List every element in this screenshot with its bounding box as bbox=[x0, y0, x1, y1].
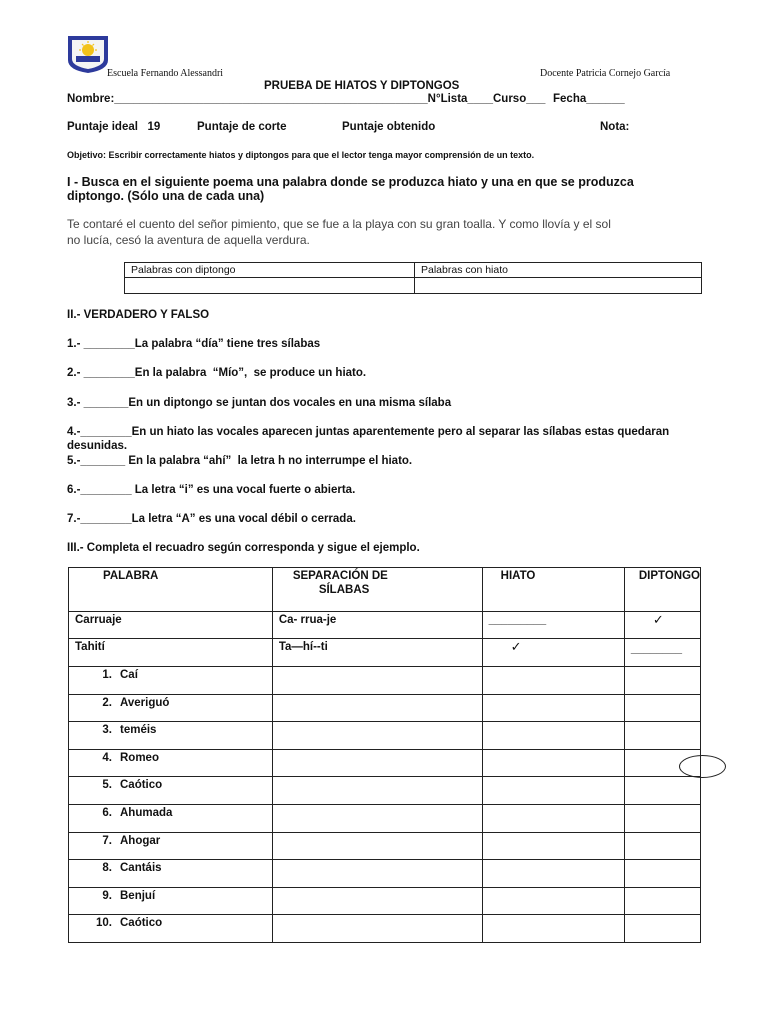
diptongo-cell[interactable] bbox=[624, 804, 700, 832]
diptongo-answer-cell[interactable] bbox=[125, 278, 415, 294]
teacher-name: Docente Patricia Cornejo García bbox=[540, 68, 671, 79]
item-word: Ahogar bbox=[120, 834, 161, 847]
hiato-cell[interactable] bbox=[482, 777, 624, 805]
fecha-line: Fecha______ bbox=[553, 93, 625, 105]
item-word: Romeo bbox=[120, 751, 159, 764]
school-crest-icon bbox=[66, 34, 110, 74]
item-number: 5. bbox=[102, 779, 112, 792]
item-number: 6. bbox=[102, 806, 112, 819]
puntaje-corte: Puntaje de corte bbox=[197, 121, 287, 133]
table-row bbox=[69, 749, 701, 777]
question-7: 7.-________La letra “A” es una vocal débil o cerrada. bbox=[67, 513, 356, 525]
col-hiato-header: Palabras con hiato bbox=[415, 263, 702, 278]
table-row bbox=[69, 887, 701, 915]
question-1: 1.- ________La palabra “día” tiene tres sílabas bbox=[67, 338, 321, 350]
separation-cell[interactable] bbox=[272, 832, 482, 860]
separation-cell[interactable] bbox=[272, 694, 482, 722]
words-table bbox=[124, 262, 702, 294]
example-separation: Ca- rrua-je bbox=[278, 614, 337, 626]
table-row bbox=[69, 860, 701, 888]
item-number: 4. bbox=[102, 751, 112, 764]
example-diptongo-blank: ________ bbox=[630, 643, 683, 655]
diptongo-cell[interactable] bbox=[624, 860, 700, 888]
table-row bbox=[69, 694, 701, 722]
diptongo-cell[interactable] bbox=[624, 694, 700, 722]
header-palabra: PALABRA bbox=[103, 570, 159, 582]
separation-cell[interactable] bbox=[272, 915, 482, 943]
hiato-cell[interactable] bbox=[482, 860, 624, 888]
poem-line1: Te contaré el cuento del señor pimiento, que se fue a la playa con su gran toalla. Y como llovía y el sol bbox=[67, 217, 611, 231]
separation-cell[interactable] bbox=[272, 722, 482, 750]
hiato-cell[interactable] bbox=[482, 915, 624, 943]
table-header-row bbox=[69, 568, 701, 612]
syllable-table bbox=[68, 567, 701, 943]
hiato-cell[interactable] bbox=[482, 749, 624, 777]
table-row bbox=[69, 832, 701, 860]
school-logo bbox=[66, 34, 110, 74]
example-hiato-blank: _________ bbox=[488, 614, 547, 626]
table-row bbox=[69, 612, 701, 639]
poem-line2: no lucía, cesó la aventura de aquella verdura. bbox=[67, 233, 310, 247]
separation-cell[interactable] bbox=[272, 860, 482, 888]
diptongo-cell[interactable] bbox=[624, 832, 700, 860]
section1-instruction-line2: diptongo. (Sólo una de cada una) bbox=[67, 189, 265, 203]
item-word: Averiguó bbox=[120, 696, 170, 709]
separation-cell[interactable] bbox=[272, 667, 482, 695]
question-2: 2.- ________En la palabra “Mío”, se produce un hiato. bbox=[67, 367, 367, 379]
col-diptongo-header: Palabras con diptongo bbox=[125, 263, 415, 278]
puntaje-obtenido: Puntaje obtenido bbox=[342, 121, 436, 133]
section3-title: III.- Completa el recuadro según corresponda y sigue el ejemplo. bbox=[67, 542, 420, 554]
table-row bbox=[69, 722, 701, 750]
hiato-cell[interactable] bbox=[482, 832, 624, 860]
nota-label: Nota: bbox=[600, 121, 630, 133]
section1-instruction-line1: I - Busca en el siguiente poema una palabra donde se produzca hiato y una en que se produzca bbox=[67, 175, 634, 189]
hiato-cell[interactable] bbox=[482, 667, 624, 695]
table-row bbox=[69, 915, 701, 943]
table-row bbox=[69, 777, 701, 805]
table-row bbox=[69, 804, 701, 832]
objetivo: Objetivo: Escribir correctamente hiatos y diptongos para que el lector tenga mayor comprensión de un texto. bbox=[67, 150, 535, 160]
hiato-cell[interactable] bbox=[482, 804, 624, 832]
item-word: teméis bbox=[120, 724, 157, 737]
item-number: 7. bbox=[102, 834, 112, 847]
header-separacion-line1: SEPARACIÓN DE bbox=[292, 570, 388, 582]
question-4-line1: 4.-________En un hiato las vocales aparecen juntas aparentemente pero al separar las sílabas estas quedaran bbox=[67, 426, 670, 438]
item-word: Caótico bbox=[120, 779, 163, 792]
item-word: Caí bbox=[120, 669, 138, 681]
puntaje-ideal: Puntaje ideal 19 bbox=[67, 121, 161, 133]
diptongo-cell[interactable] bbox=[624, 722, 700, 750]
example-word: Carruaje bbox=[75, 614, 122, 626]
table-row bbox=[69, 639, 701, 667]
item-number: 3. bbox=[102, 724, 112, 737]
question-5: 5.-_______ En la palabra “ahí” la letra h no interrumpe el hiato. bbox=[67, 455, 413, 467]
item-word: Caótico bbox=[120, 917, 163, 930]
header-diptongo: DIPTONGO bbox=[638, 570, 700, 582]
item-word: Benjuí bbox=[120, 889, 156, 902]
separation-cell[interactable] bbox=[272, 777, 482, 805]
hiato-cell[interactable] bbox=[482, 694, 624, 722]
item-number: 9. bbox=[102, 889, 112, 902]
header-hiato: HIATO bbox=[500, 570, 536, 582]
example-word: Tahití bbox=[75, 641, 105, 653]
nombre-line: Nombre:_________________________________________________N°Lista____Curso___ bbox=[67, 93, 546, 105]
item-number: 1. bbox=[102, 669, 112, 681]
item-word: Cantáis bbox=[120, 862, 162, 875]
item-number: 10. bbox=[96, 917, 112, 930]
diptongo-cell[interactable] bbox=[624, 887, 700, 915]
question-4-line2: desunidas. bbox=[67, 440, 128, 452]
checkmark-icon: ✓ bbox=[652, 612, 664, 627]
question-6: 6.-________ La letra “i” es una vocal fuerte o abierta. bbox=[67, 484, 356, 496]
header-separacion-line2: SÍLABAS bbox=[318, 584, 370, 596]
example-separation: Ta—hí--ti bbox=[278, 641, 328, 653]
section2-title: II.- VERDADERO Y FALSO bbox=[67, 309, 210, 321]
hiato-cell[interactable] bbox=[482, 722, 624, 750]
drawn-ellipse bbox=[679, 755, 726, 778]
diptongo-cell[interactable] bbox=[624, 667, 700, 695]
diptongo-cell[interactable] bbox=[624, 915, 700, 943]
diptongo-cell[interactable] bbox=[624, 777, 700, 805]
separation-cell[interactable] bbox=[272, 749, 482, 777]
separation-cell[interactable] bbox=[272, 887, 482, 915]
checkmark-icon: ✓ bbox=[510, 639, 522, 654]
separation-cell[interactable] bbox=[272, 804, 482, 832]
hiato-cell[interactable] bbox=[482, 887, 624, 915]
table-row bbox=[69, 667, 701, 695]
school-name: Escuela Fernando Alessandri bbox=[107, 68, 224, 79]
test-title: PRUEBA DE HIATOS Y DIPTONGOS bbox=[264, 80, 460, 92]
item-word: Ahumada bbox=[120, 806, 173, 819]
item-number: 8. bbox=[102, 862, 112, 875]
question-3: 3.- _______En un diptongo se juntan dos vocales en una misma sílaba bbox=[67, 397, 452, 409]
item-number: 2. bbox=[102, 696, 112, 709]
hiato-answer-cell[interactable] bbox=[415, 278, 702, 294]
